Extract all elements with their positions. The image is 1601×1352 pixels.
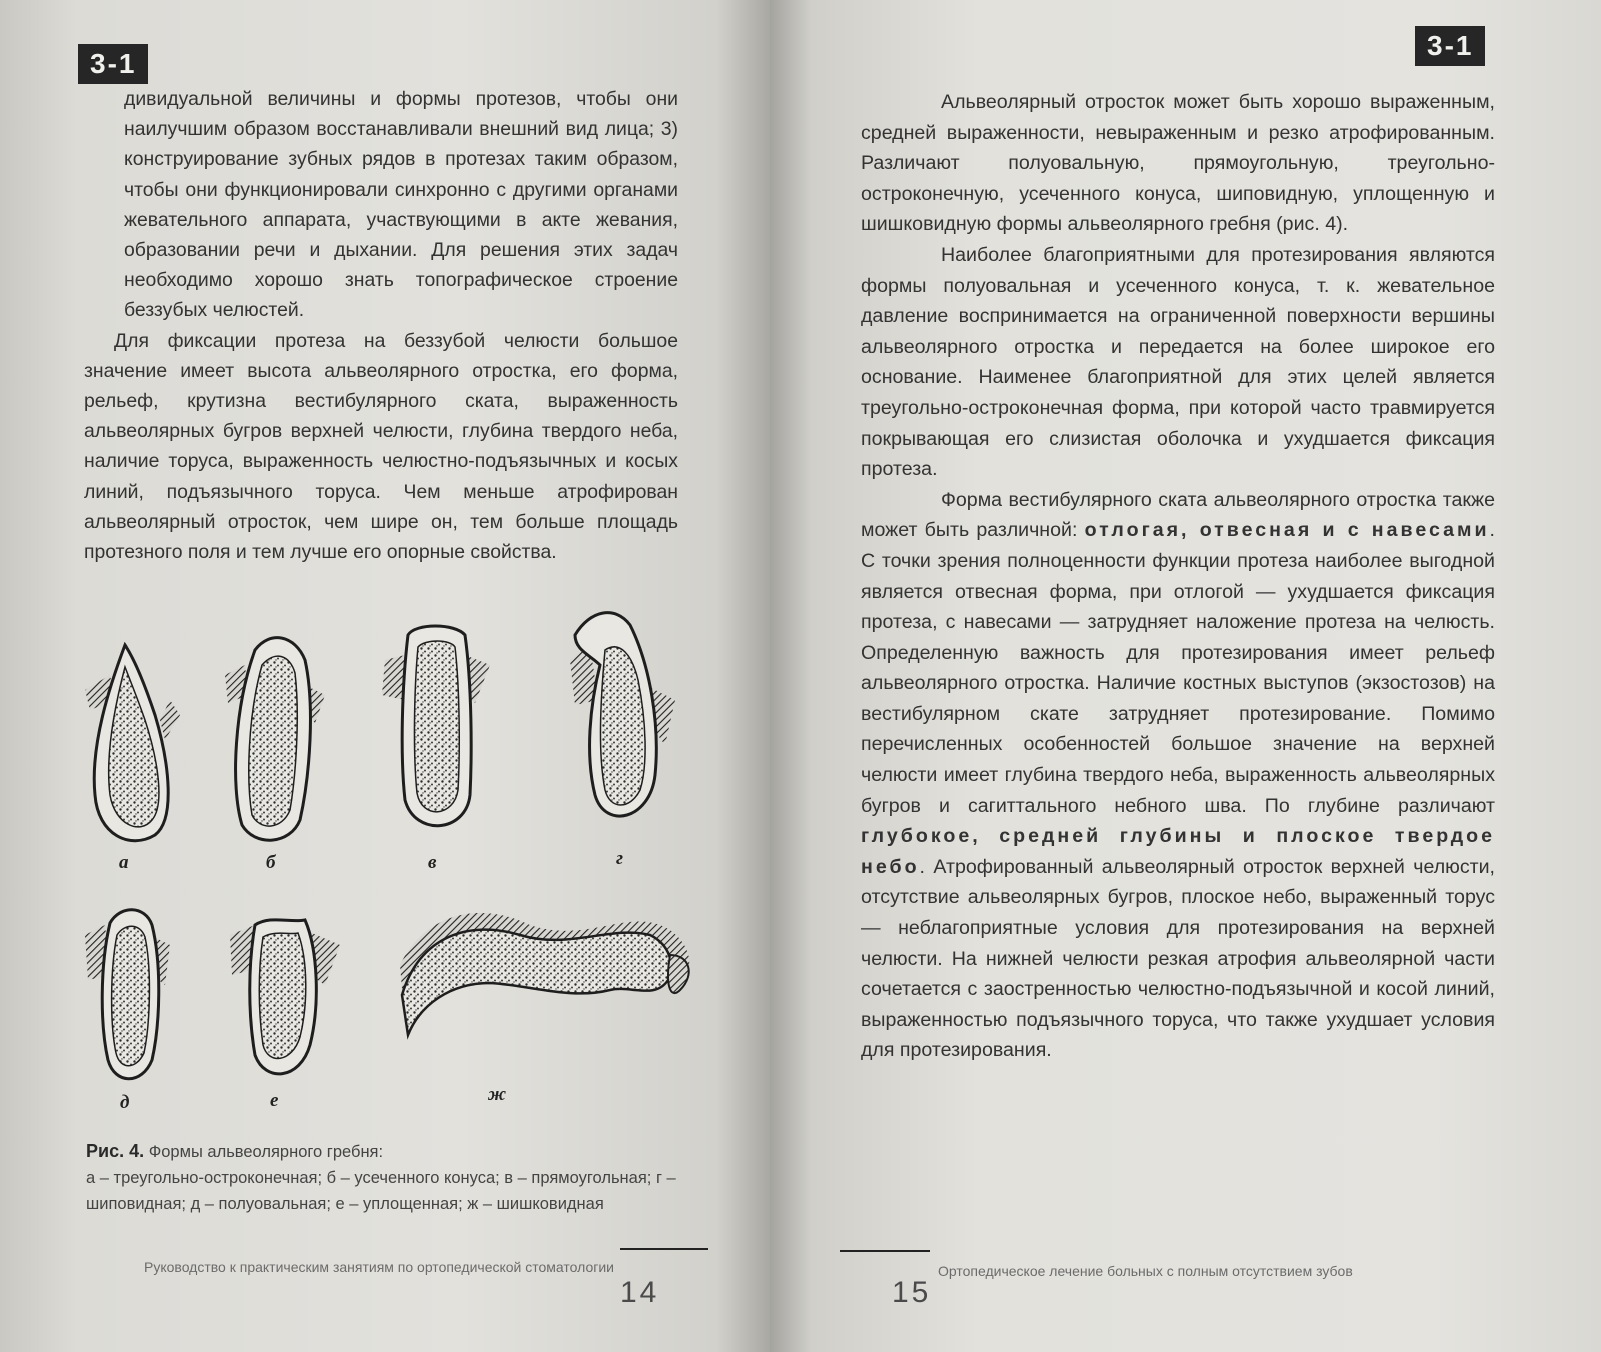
figure-g xyxy=(570,613,675,816)
footer-rule-left xyxy=(620,1248,708,1250)
footer-rule-right xyxy=(840,1250,930,1252)
chapter-badge-left: 3-1 xyxy=(78,44,148,84)
figure-label-v: в xyxy=(428,852,437,873)
page-number-left: 14 xyxy=(620,1276,660,1309)
figure-label-zh: ж xyxy=(488,1084,507,1105)
figure-b xyxy=(225,638,325,841)
right-text xyxy=(861,87,1495,1066)
caption-title-rest: Формы альвеолярного гребня: xyxy=(148,1143,384,1161)
caption-body: а – треугольно-остроконечная; б – усеченного конуса; в – прямоугольная; г – шиповидная; д – полуовальная; е – уплощенная; ж – шишковидная xyxy=(86,1169,676,1213)
alveolar-ridge-figures xyxy=(70,605,730,1125)
right-paragraph-1: Альвеолярный отросток может быть хорошо выраженным, средней выраженности, невыраженным и резко атрофированным. Различают полуовальную, прямоугольную, треугольно-остроконечную, усеченного конуса, шиповидную, уплощенную и шишковидную формы альвеолярного гребня (рис. 4). xyxy=(861,91,1495,236)
figure-a xyxy=(85,645,180,841)
p3-emphasis-1: отлогая, отвесная и с навесами xyxy=(1084,519,1490,542)
footer-right: Ортопедическое лечение больных с полным отсутствием зубов xyxy=(938,1263,1353,1279)
figure-zh xyxy=(400,913,689,1035)
figure-v xyxy=(382,626,490,826)
p3-emphasis-2: глубокое, средней глубины и плоское твердое небо xyxy=(861,825,1495,878)
figure-label-e: е xyxy=(270,1090,279,1111)
left-page xyxy=(0,0,770,1352)
chapter-badge-right: 3-1 xyxy=(1415,26,1485,66)
left-paragraph-2: Для фиксации протеза на беззубой челюсти большое значение имеет высота альвеолярного отростка, его форма, рельеф, крутизна вестибулярного ската, выраженность альвеолярных бугров верхней челюсти, глубина твердого неба, наличие торуса, выраженность челюстно-подъязычных и косых линий, подъязычного торуса. Чем меньше атрофирован альвеолярный отросток, чем шире он, тем больше площадь протезного поля и тем лучше его опорные свойства. xyxy=(84,329,678,564)
figure-label-b: б xyxy=(266,852,276,873)
p3-part-c: . С точки зрения полноценности функции протеза наиболее выгодной является отвесная форма, при отлогой — ухудшается фиксация протеза, с навесами — затрудняет наложение протеза на челюсть. Определенную важность для протезирования имеет рельеф альвеолярного отростка. Наличие костных выступов (экзостозов) на вестибулярном скате затрудняет протезирование. Помимо перечисленных особенностей большое значение на верхней челюсти имеет глубина твердого неба, выраженность альвеолярных бугров и сагиттального небного шва. По глубине различают xyxy=(861,519,1495,817)
caption-title: Рис. 4. xyxy=(86,1141,145,1161)
left-paragraph-1: дивидуальной величины и формы протезов, чтобы они наилучшим образом восстанавливали внешний вид лица; 3) конструирование зубных рядов в протезах таким образом, чтобы они функционировали синхронно с другими органами жевательного аппарата, участвующими в акте жевания, образовании речи и дыхании. Для решения этих задач необходимо хорошо знать топографическое строение беззубых челюстей. xyxy=(124,88,678,322)
figure-label-a: а xyxy=(119,852,129,873)
footer-left: Руководство к практическим занятиям по ортопедической стоматологии xyxy=(144,1259,614,1275)
right-paragraph-3 xyxy=(861,485,1495,1066)
left-text xyxy=(84,84,678,567)
figure-e xyxy=(230,920,340,1074)
right-page xyxy=(770,0,1601,1352)
right-paragraph-2: Наиболее благоприятными для протезирования являются формы полуовальная и усеченного конуса, т. к. жевательное давление воспринимается на ограниченной поверхности вершины альвеолярного отростка и передается на более широкое его основание. Наименее благоприятной для этих целей является треугольно-остроконечная форма, при которой часто травмируется покрывающая его слизистая оболочка и ухудшается фиксация протеза. xyxy=(861,243,1495,481)
page-number-right: 15 xyxy=(892,1276,932,1309)
p3-part-e: . Атрофированный альвеолярный отросток верхней челюсти, отсутствие альвеолярных бугров, плоское небо, выраженный торус — неблагоприятные условия для протезирования на верхней челюсти. На нижней челюсти резкая атрофия альвеолярной части сочетается с заостренностью челюстно-подъязычной и косой линий, выраженностью подъязычного торуса, что также ухудшает условия для протезирования. xyxy=(861,855,1495,1062)
p3-part-a: Форма вестибулярного ската альвеолярного отростка также может быть различной: xyxy=(861,488,1495,542)
figure-caption xyxy=(86,1138,686,1217)
figure-d xyxy=(85,910,170,1079)
figure-label-d: д xyxy=(120,1092,130,1113)
figure-label-g: г xyxy=(616,848,624,869)
